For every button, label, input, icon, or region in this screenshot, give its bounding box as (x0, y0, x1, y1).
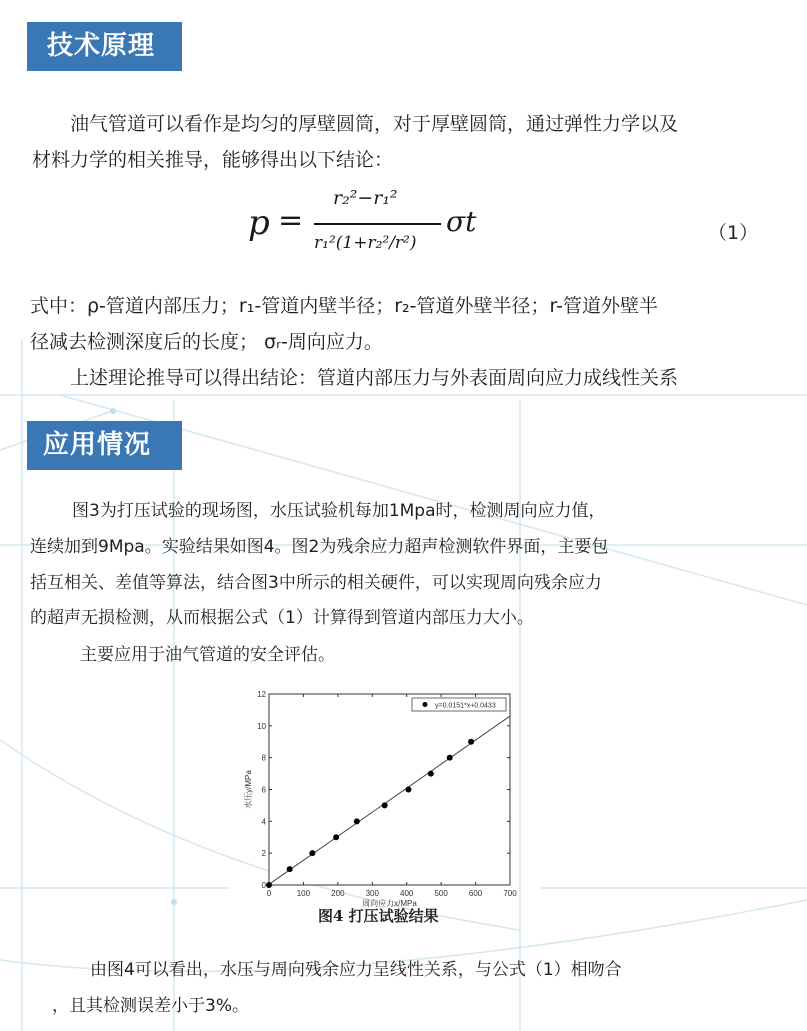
plot-area (269, 694, 510, 885)
intro-line-1: 油气管道可以看作是均匀的厚壁圆筒，对于厚壁圆筒，通过弹性力学以及 (70, 113, 679, 135)
para1-line-3: 括互相关、差值等算法，结合图3中所示的相关硬件，可以实现周向残余应力 (30, 573, 602, 593)
conclusion: 上述理论推导可以得出结论：管道内部压力与外表面周向应力成线性关系 (70, 367, 679, 389)
formula-factor: σt (446, 205, 477, 238)
x-tick-label: 0 (266, 889, 272, 898)
x-tick-label: 400 (400, 889, 414, 898)
formula (248, 185, 498, 275)
data-point (266, 882, 272, 888)
x-axis-label: 周向应力x/MPa (362, 899, 417, 908)
result-line-1: 由图4可以看出，水压与周向残余应力呈线性关系，与公式（1）相吻合 (90, 960, 622, 980)
x-tick-label: 600 (468, 889, 483, 898)
data-point (468, 739, 474, 745)
y-tick-label: 0 (261, 881, 266, 890)
chart-svg (232, 688, 532, 908)
where-line-1: 式中：ρ-管道内部压力；r₁-管道内壁半径；r₂-管道外壁半径；r-管道外壁半 (30, 295, 658, 317)
fraction-bar (314, 223, 441, 225)
x-tick-label: 100 (296, 889, 311, 898)
para1-line-1: 图3为打压试验的现场图，水压试验机每加1Mpa时，检测周向应力值， (72, 501, 606, 521)
section-title-application: 应用情况 (27, 421, 182, 470)
data-point (382, 802, 388, 808)
formula-numerator: r₂²−r₁² (333, 187, 398, 209)
data-point (405, 787, 411, 793)
y-axis-label: 水压y/MPa (244, 770, 253, 809)
y-tick-label: 12 (257, 690, 266, 699)
data-point (428, 771, 434, 777)
data-point (354, 818, 360, 824)
formula-denominator: r₁²(1+r₂²/r²) (314, 233, 417, 253)
where-line-2: 径减去检测深度后的长度； σᵣ-周向应力。 (30, 331, 383, 353)
x-tick-label: 700 (503, 889, 517, 898)
data-point (309, 850, 315, 856)
legend-label: y=0.0151*x+0.0433 (435, 702, 496, 710)
data-point (333, 834, 339, 840)
section-title-principle: 技术原理 (27, 22, 182, 71)
x-tick-label: 300 (365, 889, 379, 898)
data-point (287, 866, 293, 872)
y-tick-label: 2 (261, 849, 266, 859)
y-tick-label: 4 (261, 817, 266, 827)
y-tick-label: 8 (261, 753, 266, 763)
x-tick-label: 500 (434, 889, 448, 898)
equation-number: （1） (708, 222, 759, 244)
formula-equals: = (278, 203, 304, 238)
intro-line-2: 材料力学的相关推导，能够得出以下结论： (32, 149, 394, 171)
result-line-2: ，且其检测误差小于3%。 (52, 996, 249, 1016)
para2: 主要应用于油气管道的安全评估。 (80, 645, 335, 665)
y-tick-label: 6 (261, 785, 266, 795)
x-tick-label: 200 (331, 889, 345, 898)
para1-line-2: 连续加到9Mpa。实验结果如图4。图2为残余应力超声检测软件界面，主要包 (30, 537, 609, 557)
figure-caption: 图4 打压试验结果 (318, 907, 439, 925)
para1-line-4: 的超声无损检测，从而根据公式（1）计算得到管道内部压力大小。 (30, 608, 534, 628)
data-point (447, 755, 453, 761)
y-tick-label: 10 (257, 721, 266, 731)
legend-marker (423, 702, 428, 707)
figure-4-chart (232, 688, 532, 928)
formula-lhs: p (248, 203, 270, 243)
